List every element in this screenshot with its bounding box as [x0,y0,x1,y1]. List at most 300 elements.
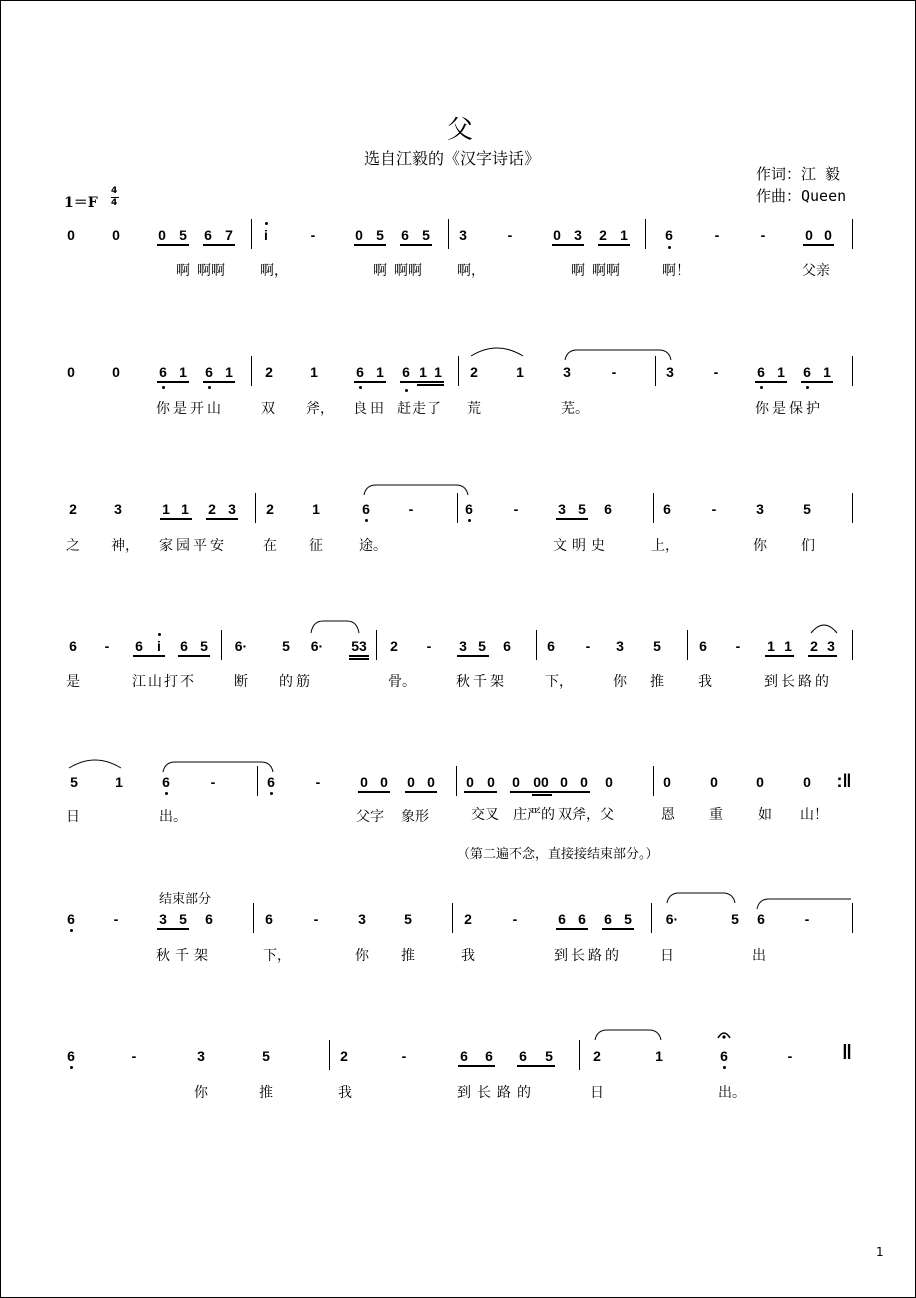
note: 2 [464,911,472,927]
lyric: 你是保护 [755,401,823,417]
note: 0 [67,364,75,380]
note: 0 [360,774,368,790]
lyric: 日 [66,809,80,825]
bar-line [852,356,853,386]
lyric: 啊， [457,263,485,279]
note: 5 [70,774,78,790]
note: 0 [824,227,832,243]
note: 3 [358,911,366,927]
bar-line [458,356,459,386]
eighth-beam [552,244,584,246]
note: 7 [225,227,233,243]
eighth-beam [765,655,794,657]
note: 6 [69,638,77,654]
eighth-beam [349,655,369,657]
high-octave-dot [265,222,268,225]
note: 6 [465,501,473,517]
bar-line [579,1040,580,1070]
note: - [513,501,519,517]
lyric: 山！ [800,807,828,823]
lyric: 出。 [159,809,187,825]
lyric: 断 [234,674,248,690]
tie-arc [809,621,839,635]
eighth-beam [157,381,189,383]
bar-line [852,219,853,249]
note: 6 [362,501,370,517]
song-title: 父 [447,115,474,145]
note: 6 [205,364,213,380]
lyric: 啊 [571,263,585,279]
sixteenth-beam [417,384,444,386]
lyric: 秋千架 [156,948,213,964]
low-octave-dot [806,386,809,389]
lyric: 你 [753,538,767,554]
lyric: 出。 [718,1085,746,1101]
eighth-beam [457,655,489,657]
note: 00 [533,774,549,790]
note: 6 [558,911,566,927]
note: 6 [267,774,275,790]
lyric: 交叉 [471,807,499,823]
note: 6 [159,364,167,380]
note: 2 [69,501,77,517]
lyric: 如 [758,807,772,823]
lyric: 是 [66,674,80,690]
note: - [714,227,720,243]
bar-line [645,219,646,249]
note: 0 [158,227,166,243]
eighth-beam [755,381,787,383]
lyric: 啊啊 [394,263,422,279]
eighth-beam [203,244,235,246]
note: 6 [67,1048,75,1064]
note: 6 [547,638,555,654]
lyric: 征 [309,538,323,554]
note: 5 [376,227,384,243]
note: 3 [666,364,674,380]
note: 0 [466,774,474,790]
tie-arc [67,756,123,770]
bar-line [448,219,449,249]
low-octave-dot [70,929,73,932]
lyric: 恩 [661,807,675,823]
note: 6· [665,911,679,927]
low-octave-dot [70,1066,73,1069]
lyric: 在 [263,538,277,554]
note: - [310,227,316,243]
lyric: 父字 [356,809,384,825]
note: - [760,227,766,243]
note: - [131,1048,137,1064]
note: 1 [620,227,628,243]
lyricist-credit: 作词：江 毅 [756,165,841,183]
note: 6 [460,1048,468,1064]
note: 1 [181,501,189,517]
note: 6 [402,364,410,380]
lyric: 江山打不 [132,674,196,690]
lyric: 途。 [359,538,387,554]
note: 1 [115,774,123,790]
lyric: 你 [613,674,627,690]
lyric: 到长路的 [457,1085,537,1101]
song-subtitle: 选自江毅的《汉字诗话》 [364,149,541,168]
note: 6 [205,911,213,927]
note: 5 [262,1048,270,1064]
note: 5 [578,501,586,517]
note: 6 [663,501,671,517]
note: 0 [560,774,568,790]
low-octave-dot [162,386,165,389]
sixteenth-beam [349,658,369,660]
note: - [401,1048,407,1064]
note: 6 [757,911,765,927]
lyric: 芜。 [561,401,589,417]
tie-arc [665,891,737,905]
note: 5 [179,911,187,927]
eighth-beam [556,928,588,930]
note: - [104,638,110,654]
lyric: 文明史 [553,538,610,554]
note: - [210,774,216,790]
note: 3 [459,227,467,243]
lyric: 赶走了 [397,401,442,417]
lyric: 象形 [401,809,429,825]
note: 0 [605,774,613,790]
lyric: 推 [401,948,415,964]
note: 2 [593,1048,601,1064]
note: 3 [459,638,467,654]
bar-line [329,1040,330,1070]
bar-line [653,493,654,523]
note: - [512,911,518,927]
note: - [113,911,119,927]
lyric: 推 [259,1085,273,1101]
note: 1 [179,364,187,380]
lyric: 我 [461,948,475,964]
note: 0 [355,227,363,243]
lyric: 到长路的 [764,674,832,690]
note: 1 [655,1048,663,1064]
note: 6 [401,227,409,243]
lyric: 日 [660,948,674,964]
low-octave-dot [668,246,671,249]
note: 0 [427,774,435,790]
eighth-beam [801,381,833,383]
note: 0 [512,774,520,790]
lyric: 啊， [260,263,288,279]
note: 0 [580,774,588,790]
bar-line [852,630,853,660]
bar-line [221,630,222,660]
bar-line [251,356,252,386]
final-barline: ‖ [842,1042,852,1064]
lyric: 推 [650,674,664,690]
tie-arc [755,897,853,911]
note: 1 [516,364,524,380]
note: 1 [312,501,320,517]
tie-arc [593,1028,663,1042]
note: 2 [340,1048,348,1064]
lyric: 荒 [467,401,481,417]
note: 3 [159,911,167,927]
lyric: 家园平安 [159,538,227,554]
lyric: 我 [338,1085,352,1101]
tie-arc [563,348,673,362]
section-label: 结束部分 [159,892,212,907]
note: 1 [376,364,384,380]
eighth-beam [354,381,386,383]
lyric: 你 [194,1085,208,1101]
lyric: 重 [709,807,723,823]
note: 3 [616,638,624,654]
note: 1 [823,364,831,380]
lyric: 你是开山 [156,401,224,417]
note: 1 [767,638,775,654]
note: - [713,364,719,380]
bar-line [852,493,853,523]
repeat-instruction: （第二遍不念，直接接结束部分。） [457,847,659,862]
eighth-beam [510,791,590,793]
note: 1 [419,364,427,380]
lyric: 啊啊 [592,263,620,279]
sixteenth-beam [532,794,552,796]
note: 6 [519,1048,527,1064]
bar-line [687,630,688,660]
bar-line [536,630,537,660]
lyric: 啊 [176,263,190,279]
note: 5 [282,638,290,654]
note: 6 [135,638,143,654]
note: 6 [180,638,188,654]
time-signature [111,187,119,208]
lyric: 神， [111,538,139,554]
eighth-beam [517,1065,555,1067]
low-octave-dot [760,386,763,389]
eighth-beam [354,244,386,246]
lyric: 骨。 [388,674,416,690]
note: 0 [553,227,561,243]
note: - [711,501,717,517]
lyric: 啊啊 [197,263,225,279]
eighth-beam [203,381,235,383]
note: 3 [558,501,566,517]
note: 6 [578,911,586,927]
note: 0 [805,227,813,243]
eighth-beam [133,655,165,657]
bar-line [251,219,252,249]
low-octave-dot [365,519,368,522]
note: 0 [407,774,415,790]
note: 5 [653,638,661,654]
note: 3 [756,501,764,517]
lyric: 斧， [306,401,334,417]
note: 1 [225,364,233,380]
note: 6 [204,227,212,243]
key-signature: 1＝F [64,195,98,211]
note: 5 [200,638,208,654]
note: 6 [604,911,612,927]
eighth-beam [400,244,432,246]
note: 6· [234,638,248,654]
note: 0 [710,774,718,790]
note: 2 [470,364,478,380]
high-octave-dot [158,633,161,636]
lyric: 啊！ [662,263,690,279]
bar-line [253,903,254,933]
note: 6 [665,227,673,243]
note: - [313,911,319,927]
note: i [157,638,161,654]
lyric: 秋千架 [456,674,507,690]
note: 1 [162,501,170,517]
lyric: 们 [801,538,815,554]
note: 5 [545,1048,553,1064]
tie-arc [362,483,470,497]
lyric: 日 [590,1085,604,1101]
note: 3 [228,501,236,517]
repeat-end-sign: :‖ [836,771,852,791]
bar-line [255,493,256,523]
note: - [315,774,321,790]
lyric: 父亲 [802,263,830,279]
note: 2 [266,501,274,517]
note: 6 [699,638,707,654]
note: 0 [663,774,671,790]
note: - [426,638,432,654]
lyric: 出 [752,948,766,964]
note: 0 [803,774,811,790]
note: 6 [503,638,511,654]
note: 5 [731,911,739,927]
note: 5 [803,501,811,517]
fermata-icon [716,1028,732,1040]
eighth-beam [358,791,390,793]
note: - [611,364,617,380]
eighth-beam [803,244,834,246]
eighth-beam [206,518,238,520]
eighth-beam [458,1065,495,1067]
eighth-beam [464,791,497,793]
low-octave-dot [208,386,211,389]
tie-arc [469,344,525,358]
note: 0 [112,364,120,380]
note: 0 [756,774,764,790]
low-octave-dot [165,792,168,795]
bar-line [376,630,377,660]
lyric: 之 [66,538,80,554]
note: - [735,638,741,654]
composer-credit: 作曲：Queen [756,187,847,205]
eighth-beam [808,655,837,657]
lyric: 你 [355,948,369,964]
note: 6 [485,1048,493,1064]
eighth-beam [556,518,588,520]
note: 1 [434,364,442,380]
note: 5 [404,911,412,927]
lyric: 的筋 [279,674,313,690]
low-octave-dot [723,1066,726,1069]
note: 6 [67,911,75,927]
eighth-beam [178,655,210,657]
note: 2 [599,227,607,243]
tie-arc [309,619,361,635]
low-octave-dot [405,389,408,392]
bar-line [456,766,457,796]
note: 5 [179,227,187,243]
note: 1 [777,364,785,380]
low-octave-dot [270,792,273,795]
eighth-beam [400,381,444,383]
lyric: 双斧，父 [558,807,614,823]
note: 6 [162,774,170,790]
note: 2 [208,501,216,517]
note: 53 [351,638,367,654]
lyric: 上， [651,538,679,554]
low-octave-dot [359,386,362,389]
eighth-beam [157,928,189,930]
note: 2 [810,638,818,654]
note: 3 [114,501,122,517]
note: 3 [563,364,571,380]
note: 6 [604,501,612,517]
note: 6 [265,911,273,927]
note: - [507,227,513,243]
bar-line [653,766,654,796]
note: 6 [803,364,811,380]
bar-line [452,903,453,933]
note: 0 [487,774,495,790]
note: i [264,227,268,243]
note: - [787,1048,793,1064]
low-octave-dot [468,519,471,522]
note: 6 [356,364,364,380]
lyric: 良田 [353,401,387,417]
note: 3 [574,227,582,243]
note: 6 [757,364,765,380]
note: 2 [390,638,398,654]
note: 0 [380,774,388,790]
note: 6 [720,1048,728,1064]
note: 5 [422,227,430,243]
tie-arc [161,760,275,774]
note: 1 [784,638,792,654]
note: 3 [827,638,835,654]
eighth-beam [602,928,634,930]
lyric: 双 [261,401,275,417]
lyric: 到长路的 [554,948,622,964]
eighth-beam [405,791,437,793]
note: 5 [624,911,632,927]
note: 0 [67,227,75,243]
time-signature-top: 4 [111,186,118,196]
note: 2 [265,364,273,380]
note: 6· [310,638,324,654]
lyric: 下， [545,674,573,690]
bar-line [457,493,458,523]
note: 3 [197,1048,205,1064]
lyric: 下， [263,948,291,964]
page-number: 1 [876,1245,884,1259]
note: 0 [112,227,120,243]
note: - [408,501,414,517]
time-signature-bottom: 4 [111,198,118,208]
eighth-beam [157,244,189,246]
eighth-beam [598,244,630,246]
bar-line [651,903,652,933]
lyric: 啊 [373,263,387,279]
note: - [804,911,810,927]
lyric: 庄严的 [513,807,555,823]
